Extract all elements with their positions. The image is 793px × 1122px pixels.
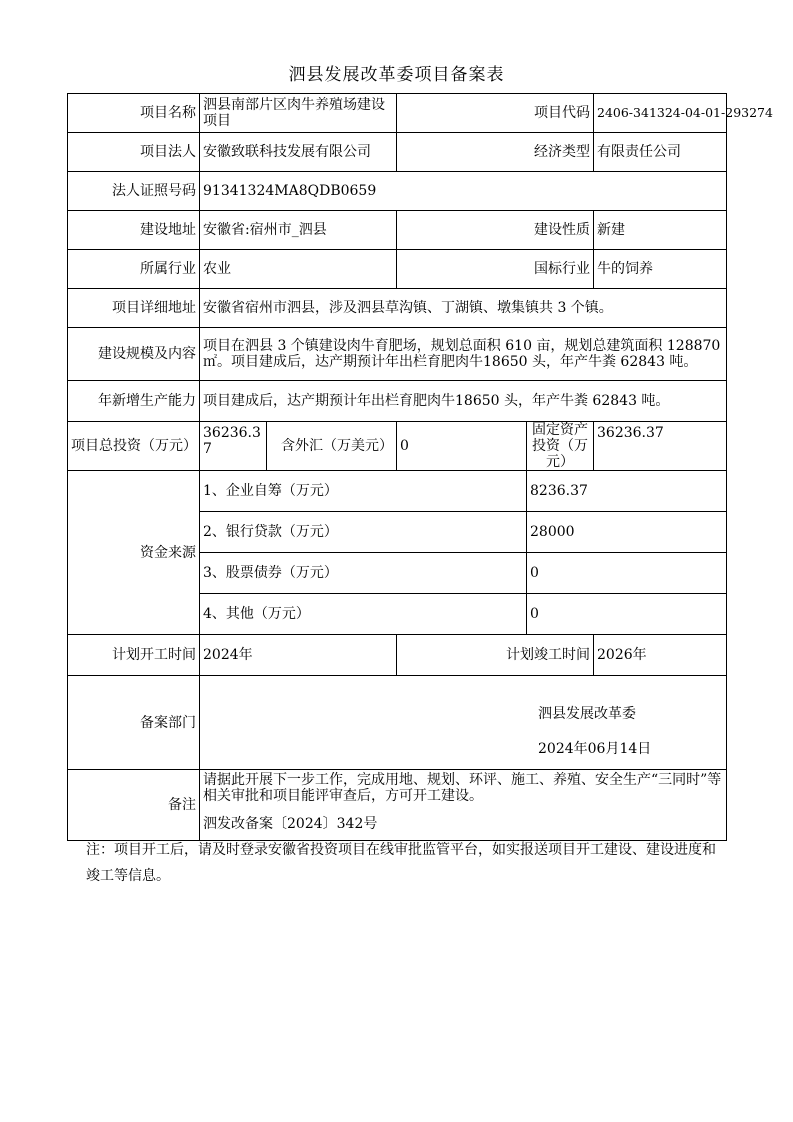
project-name-value: 泗县南部片区肉牛养殖场建设项目 <box>200 94 397 133</box>
row-project-name <box>68 94 727 133</box>
row-address <box>68 289 727 328</box>
nature-value: 新建 <box>594 211 727 250</box>
foreign-value: 0 <box>397 422 527 471</box>
fund-item-value: 28000 <box>527 512 727 553</box>
department-label: 备案部门 <box>68 676 200 770</box>
capacity-label: 年新增生产能力 <box>68 381 200 422</box>
legal-person-value: 安徽致联科技发展有限公司 <box>200 133 397 172</box>
row-location <box>68 211 727 250</box>
national-industry-value: 牛的饲养 <box>594 250 727 289</box>
fund-item-label: 3、股票债券（万元） <box>200 553 527 594</box>
location-value: 安徽省:宿州市_泗县 <box>200 211 397 250</box>
remark-cell <box>200 770 727 841</box>
department-value: 泗县发展改革委 <box>538 706 636 722</box>
row-industry <box>68 250 727 289</box>
scale-value: 项目在泗县 3 个镇建设肉牛育肥场，规划总面积 610 亩，规划总建筑面积 128870 ㎡。项目建成后，达产期预计年出栏育肥肉牛18650 头，年产牛粪 62843 吨。 <box>200 328 727 381</box>
industry-value: 农业 <box>200 250 397 289</box>
total-invest-label: 项目总投资（万元） <box>68 422 200 471</box>
fixed-invest-value: 36236.37 <box>594 422 727 471</box>
start-time-label: 计划开工时间 <box>68 635 200 676</box>
remark-text: 请据此开展下一步工作，完成用地、规划、环评、施工、养殖、安全生产“三同时”等相关审批和项目能评审查后，方可开工建设。 <box>203 772 722 804</box>
economy-type-label: 经济类型 <box>397 133 594 172</box>
end-time-label: 计划竣工时间 <box>397 635 594 676</box>
foreign-label: 含外汇（万美元） <box>267 422 397 471</box>
row-license <box>68 172 727 211</box>
capacity-value: 项目建成后，达产期预计年出栏育肥肉牛18650 头，年产牛粪 62843 吨。 <box>200 381 727 422</box>
project-code-label: 项目代码 <box>397 94 594 133</box>
record-date: 2024年06月14日 <box>538 741 652 757</box>
fund-item-label: 2、银行贷款（万元） <box>200 512 527 553</box>
fixed-invest-label: 固定资产投资（万元） <box>527 422 594 471</box>
record-number: 泗发改备案〔2024〕342号 <box>203 816 378 832</box>
fund-item-label: 4、其他（万元） <box>200 594 527 635</box>
fund-item-value: 8236.37 <box>527 471 727 512</box>
address-value: 安徽省宿州市泗县，涉及泗县草沟镇、丁湖镇、墩集镇共 3 个镇。 <box>200 289 727 328</box>
fund-item-value: 0 <box>527 594 727 635</box>
end-time-value: 2026年 <box>594 635 727 676</box>
row-scale <box>68 328 727 381</box>
project-code-value: 2406-341324-04-01-293274 <box>594 94 727 133</box>
department-cell <box>200 676 727 770</box>
nature-label: 建设性质 <box>397 211 594 250</box>
license-value: 91341324MA8QDB0659 <box>200 172 727 211</box>
row-investment <box>68 422 727 471</box>
fund-source-label: 资金来源 <box>68 471 200 635</box>
legal-person-label: 项目法人 <box>68 133 200 172</box>
industry-label: 所属行业 <box>68 250 200 289</box>
remark-label: 备注 <box>68 770 200 841</box>
row-legal-person <box>68 133 727 172</box>
scale-label: 建设规模及内容 <box>68 328 200 381</box>
national-industry-label: 国标行业 <box>397 250 594 289</box>
fund-item-value: 0 <box>527 553 727 594</box>
project-name-label: 项目名称 <box>68 94 200 133</box>
start-time-value: 2024年 <box>200 635 397 676</box>
page-title: 泗县发展改革委项目备案表 <box>288 65 505 85</box>
row-capacity <box>68 381 727 422</box>
location-label: 建设地址 <box>68 211 200 250</box>
economy-type-value: 有限责任公司 <box>594 133 727 172</box>
row-department <box>68 676 727 770</box>
fund-row <box>68 471 727 512</box>
fund-item-label: 1、企业自筹（万元） <box>200 471 527 512</box>
footer-note: 注：项目开工后，请及时登录安徽省投资项目在线审批监管平台，如实报送项目开工建设、建设进度和竣工等信息。 <box>86 842 716 884</box>
address-label: 项目详细地址 <box>68 289 200 328</box>
license-label: 法人证照号码 <box>68 172 200 211</box>
total-invest-value: 36236.37 <box>200 422 267 471</box>
row-schedule <box>68 635 727 676</box>
record-form-table <box>67 93 773 841</box>
row-remark <box>68 770 727 841</box>
